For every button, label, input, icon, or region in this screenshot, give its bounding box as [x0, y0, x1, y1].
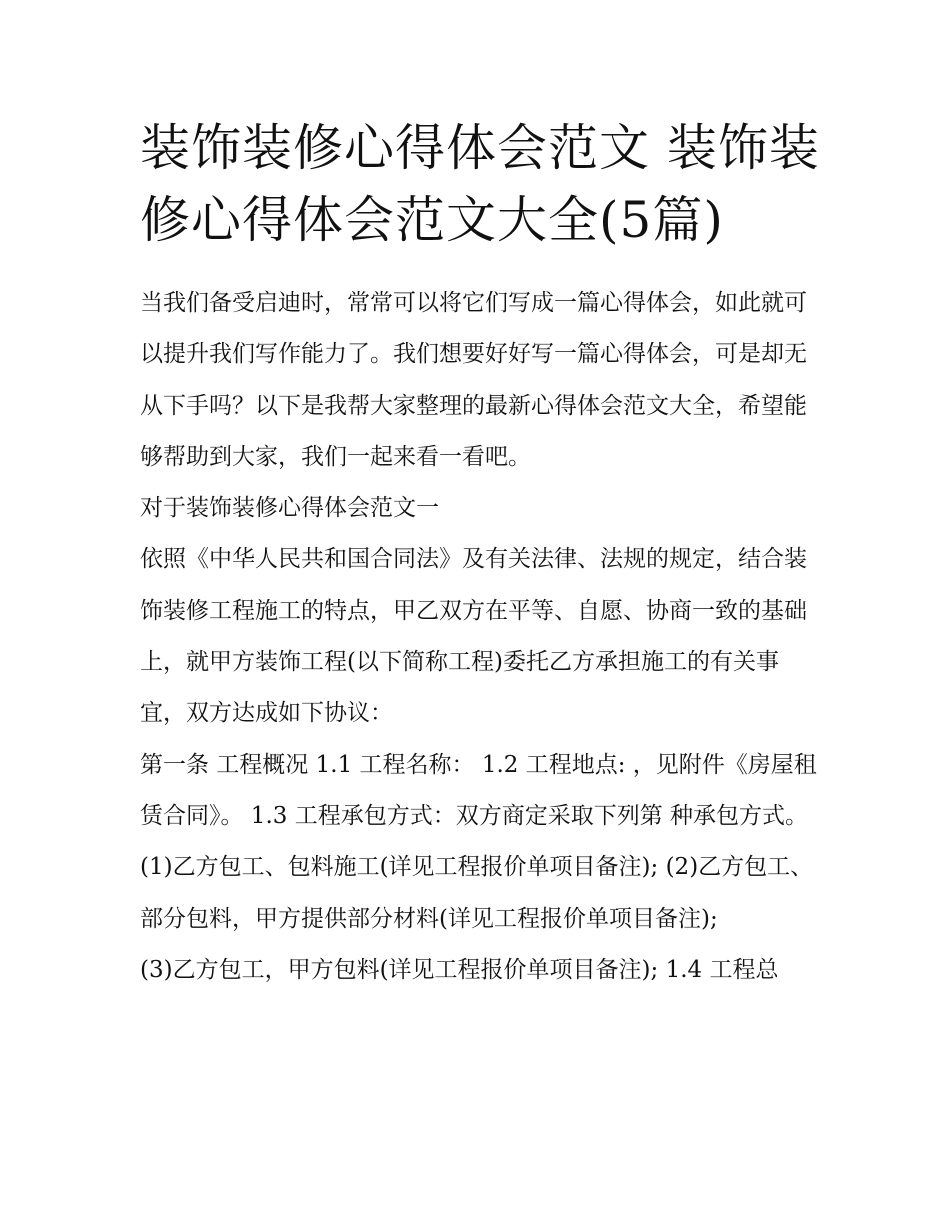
body-paragraph: 依照《中华人民共和国合同法》及有关法律、法规的规定，结合装饰装修工程施工的特点，甲乙双方在平等、自愿、协商一致的基础上，就甲方装饰工程(以下简称工程)委托乙方承担施工的有关事宜，双方达成如下协议： [140, 546, 807, 727]
document-body [140, 278, 820, 996]
section-heading: 对于装饰装修心得体会范文一 [140, 495, 439, 522]
document-title: 装饰装修心得体会范文 装饰装修心得体会范文大全(5篇) [140, 119, 820, 249]
intro-paragraph: 当我们备受启迪时，常常可以将它们写成一篇心得体会，如此就可以提升我们写作能力了。我们想要好好写一篇心得体会，可是却无从下手吗？以下是我帮大家整理的最新心得体会范文大全，希望能够帮助到大家，我们一起来看一看吧。 [140, 290, 807, 470]
body-paragraph: 第一条 工程概况 1.1 工程名称： 1.2 工程地点: ，见附件《房屋租赁合同》。 1.3 工程承包方式：双方商定采取下列第 种承包方式。 [140, 751, 817, 829]
body-paragraph: (3)乙方包工，甲方包料(详见工程报价单项目备注); 1.4 工程总 [140, 956, 779, 983]
body-paragraph: (1)乙方包工、包料施工(详见工程报价单项目备注); (2)乙方包工、部分包料，甲方提供部分材料(详见工程报价单项目备注); [140, 854, 814, 932]
